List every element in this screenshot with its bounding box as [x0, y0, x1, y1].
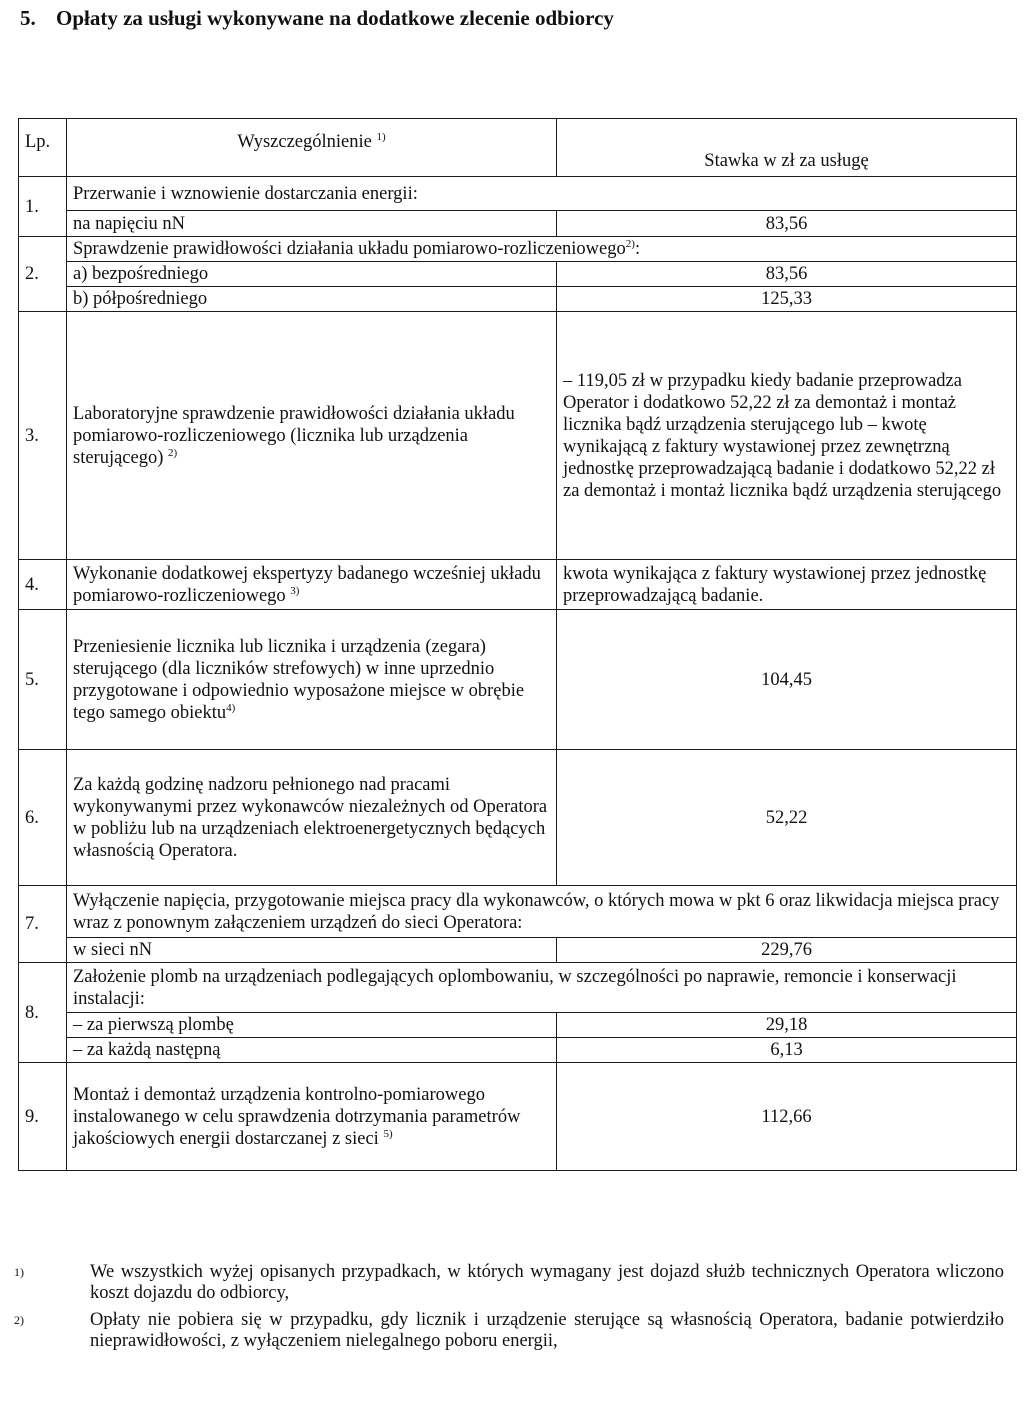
- row-description: Wykonanie dodatkowej ekspertyzy badanego wcześniej układu pomiarowo-rozliczeniowego $^{3)}$: [67, 560, 557, 610]
- row-number: 5.: [19, 610, 67, 750]
- footnote-text: Opłaty nie pobiera się w przypadku, gdy licznik i urządzenie sterujące są własnością Operatora, badanie potwierdziło nieprawidłowości, z wyłączeniem nielegalnego poboru energii,: [90, 1310, 1004, 1351]
- row-subitem: na napięciu nN: [67, 211, 557, 237]
- row-number: 8.: [19, 963, 67, 1063]
- row-number: 7.: [19, 886, 67, 963]
- header-lp: Lp.: [19, 119, 67, 177]
- footnote-text: We wszystkich wyżej opisanych przypadkach, w których wymagany jest dojazd służb technicznych Operatora wliczono koszt dojazdu do odbiorcy,: [90, 1262, 1004, 1303]
- rate-text: – 119,05 zł w przypadku kiedy badanie przeprowadza Operator i dodatkowo 52,22 zł za demontaż i montaż licznika bądź urządzenia sterującego lub – kwotę wynikającą z faktury wystawionej przez zewnętrzną jednostkę przeprowadzającą badanie i dodatkowo 52,22 zł za demontaż i montaż licznika bądź urządzenia sterującego: [557, 312, 1017, 560]
- table-row: [19, 560, 1017, 610]
- rate-value: 125,33: [557, 287, 1017, 312]
- rate-value: 83,56: [557, 211, 1017, 237]
- row-title: Przerwanie i wznowienie dostarczania energii:: [67, 177, 1017, 211]
- tariff-table: [18, 118, 1017, 1171]
- row-number: 3.: [19, 312, 67, 560]
- footnote-ref: 3): [290, 584, 300, 597]
- row-title: Założenie plomb na urządzeniach podlegających oplombowaniu, w szczególności po naprawie, remoncie i konserwacji instalacji:: [67, 963, 1017, 1013]
- footnote-ref: 1): [376, 130, 386, 143]
- table-row: [19, 886, 1017, 938]
- row-subitem: – za pierwszą plombę: [67, 1013, 557, 1038]
- section-heading: [20, 6, 614, 31]
- row-number: 9.: [19, 1063, 67, 1171]
- header-description: Wyszczególnienie $^{1)}$: [67, 119, 557, 177]
- rate-value: 229,76: [557, 938, 1017, 963]
- rate-value: 104,45: [557, 610, 1017, 750]
- footnotes: [14, 1262, 1004, 1358]
- row-title: Wyłączenie napięcia, przygotowanie miejsca pracy dla wykonawców, o których mowa w pkt 6 oraz likwidacja miejsca pracy wraz z ponownym załączeniem urządzeń do sieci Operatora:: [67, 886, 1017, 938]
- row-description: Przeniesienie licznika lub licznika i urządzenia (zegara) sterującego (dla liczników strefowych) w inne uprzednio przygotowane i odpowiednio wyposażone miejsce w obrębie tego samego obiektu$^{4)}$: [67, 610, 557, 750]
- table-row: [19, 287, 1017, 312]
- table-row: [19, 963, 1017, 1013]
- rate-value: 6,13: [557, 1038, 1017, 1063]
- row-number: 6.: [19, 750, 67, 886]
- row-subitem: a) bezpośredniego: [67, 262, 557, 287]
- rate-value: 83,56: [557, 262, 1017, 287]
- row-title: Sprawdzenie prawidłowości działania układu pomiarowo-rozliczeniowego$^{2)}$:: [67, 237, 1017, 262]
- table-row: [19, 177, 1017, 211]
- footnote: [14, 1262, 1004, 1304]
- table-row: [19, 610, 1017, 750]
- footnote-mark: 1): [14, 1265, 24, 1279]
- table-row: [19, 237, 1017, 262]
- row-number: 1.: [19, 177, 67, 237]
- footnote: [14, 1310, 1004, 1352]
- row-subitem: b) półpośredniego: [67, 287, 557, 312]
- footnote-ref: 2): [168, 446, 178, 459]
- rate-value: 29,18: [557, 1013, 1017, 1038]
- rate-value: 52,22: [557, 750, 1017, 886]
- section-number: 5.: [20, 6, 36, 30]
- rate-text: kwota wynikająca z faktury wystawionej przez jednostkę przeprowadzającą badanie.: [557, 560, 1017, 610]
- table-row: [19, 211, 1017, 237]
- row-subitem: w sieci nN: [67, 938, 557, 963]
- footnote-mark: 2): [14, 1313, 24, 1327]
- row-number: 2.: [19, 237, 67, 312]
- row-description: Za każdą godzinę nadzoru pełnionego nad pracami wykonywanymi przez wykonawców niezależnych od Operatora w pobliżu lub na urządzeniach elektroenergetycznych będących własnością Operatora.: [67, 750, 557, 886]
- row-subitem: – za każdą następną: [67, 1038, 557, 1063]
- table-row: [19, 312, 1017, 560]
- table-header-row: [19, 119, 1017, 177]
- table-row: [19, 1013, 1017, 1038]
- table-row: [19, 938, 1017, 963]
- table-row: [19, 1063, 1017, 1171]
- table-row: [19, 262, 1017, 287]
- table-row: [19, 1038, 1017, 1063]
- row-description: Laboratoryjne sprawdzenie prawidłowości działania układu pomiarowo-rozliczeniowego (licznika lub urządzenia sterującego) $^{2)}$: [67, 312, 557, 560]
- section-title: Opłaty za usługi wykonywane na dodatkowe zlecenie odbiorcy: [56, 6, 614, 30]
- row-description: Montaż i demontaż urządzenia kontrolno-pomiarowego instalowanego w celu sprawdzenia dotrzymania parametrów jakościowych energii dostarczanej z sieci $^{5)}$: [67, 1063, 557, 1171]
- footnote-ref: 5): [383, 1127, 393, 1140]
- row-number: 4.: [19, 560, 67, 610]
- header-rate: Stawka w zł za usługę: [557, 119, 1017, 177]
- footnote-ref: 4): [226, 701, 236, 714]
- footnote-ref: 2): [625, 237, 635, 250]
- table-row: [19, 750, 1017, 886]
- rate-value: 112,66: [557, 1063, 1017, 1171]
